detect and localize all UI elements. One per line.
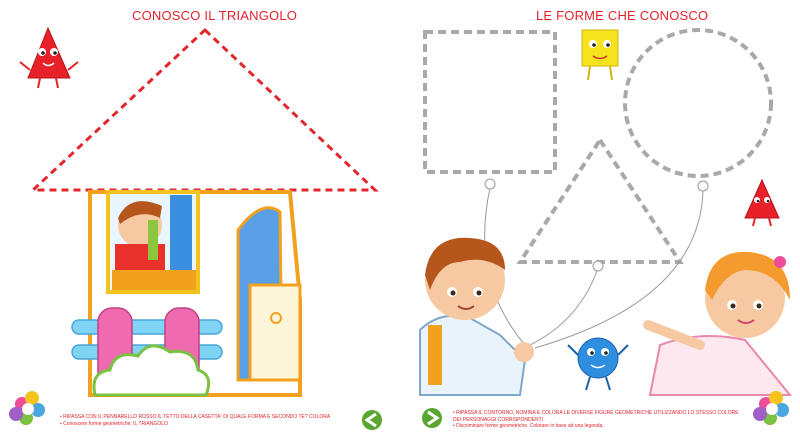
triangle-mascot-small-icon <box>745 180 779 226</box>
forward-arrow-icon[interactable] <box>422 408 442 428</box>
square-mascot-icon <box>582 30 618 80</box>
right-instruction-line: DEI PERSONAGGI CORRISPONDENTI <box>453 416 544 423</box>
right-page-title: LE FORME CHE CONOSCO <box>536 8 709 23</box>
left-page-title: CONOSCO IL TRIANGOLO <box>132 8 298 23</box>
roof-triangle-outline[interactable] <box>33 30 375 190</box>
girl-character <box>648 252 790 395</box>
boy-character <box>420 238 534 395</box>
flower-logo-icon <box>9 391 45 425</box>
left-instructions <box>60 414 330 427</box>
house-illustration <box>72 192 300 395</box>
triangle-mascot-icon <box>20 28 78 88</box>
flower-logo-right-icon <box>753 391 789 425</box>
right-instruction-line: • RIPASSA IL CONTORNO, NOMINA E COLORA LE DIVERSE FIGURE GEOMETRICHE UTILIZZANDO LO STESSO COLORE <box>453 410 739 416</box>
square-outline[interactable] <box>425 32 555 172</box>
left-instruction-line: • RIPASSA CON IL PENNARELLO ROSSO IL TETTO DELLA CASETTA: DI QUALE FORMA È SECONDO TE? COLORA <box>60 414 331 420</box>
right-instruction-line: • Discriminare forme geometriche. Colorare in base ad una legenda. <box>453 423 604 429</box>
triangle-outline[interactable] <box>520 140 680 262</box>
circle-mascot-icon <box>568 338 628 390</box>
right-instructions <box>453 410 739 430</box>
left-instruction-line: • Conoscere forme geometriche: IL TRIANGOLO <box>60 420 168 427</box>
back-arrow-icon[interactable] <box>362 410 382 430</box>
circle-outline[interactable] <box>625 30 771 176</box>
